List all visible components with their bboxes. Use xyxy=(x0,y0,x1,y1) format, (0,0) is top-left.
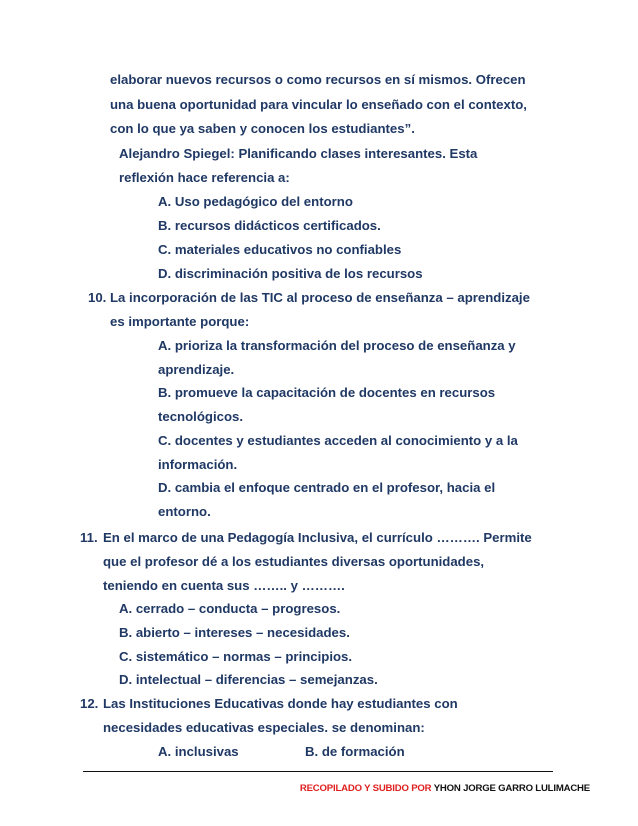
q12-number: 12. xyxy=(80,696,99,711)
q9-text-line-1: elaborar nuevos recursos o como recursos en sí mismos. Ofrecen xyxy=(110,72,526,87)
q10-option-b-line-2: tecnológicos. xyxy=(158,409,243,424)
q11-text-line-3: teniendo en cuenta sus …….. y ………. xyxy=(103,578,345,593)
q12-text-line-1: Las Instituciones Educativas donde hay estudiantes con xyxy=(103,696,458,711)
q12-option-a: A. inclusivas xyxy=(158,744,239,759)
q10-text-line-1: La incorporación de las TIC al proceso de enseñanza – aprendizaje xyxy=(110,290,530,305)
q10-text-line-2: es importante porque: xyxy=(110,314,250,329)
q11-text-line-2: que el profesor dé a los estudiantes diversas oportunidades, xyxy=(103,554,485,569)
q11-option-c: C. sistemático – normas – principios. xyxy=(119,649,353,664)
q11-number: 11. xyxy=(80,530,98,545)
q9-citation: Alejandro Spiegel: Planificando clases interesantes. Esta xyxy=(119,146,478,161)
q10-option-a-line-1: A. prioriza la transformación del proceso de enseñanza y xyxy=(158,338,516,353)
q11-text-line-1: En el marco de una Pedagogía Inclusiva, el currículo ………. Permite xyxy=(103,530,532,545)
q9-option-d: D. discriminación positiva de los recursos xyxy=(158,266,423,281)
q10-option-c-line-2: información. xyxy=(158,457,238,472)
q10-option-d-line-2: entorno. xyxy=(158,504,211,519)
q11-option-d: D. intelectual – diferencias – semejanzas. xyxy=(119,672,378,687)
q9-option-a: A. Uso pedagógico del entorno xyxy=(158,194,353,209)
footer-credit xyxy=(300,783,590,794)
q10-option-c-line-1: C. docentes y estudiantes acceden al conocimiento y a la xyxy=(158,433,518,448)
q9-text-line-2: una buena oportunidad para vincular lo enseñado con el contexto, xyxy=(110,97,527,112)
q12-option-b: B. de formación xyxy=(305,744,405,759)
q11-option-a: A. cerrado – conducta – progresos. xyxy=(119,601,341,616)
footer-credit-prefix: RECOPILADO Y SUBIDO POR xyxy=(299,783,434,794)
q12-text-line-2: necesidades educativas especiales. se denominan: xyxy=(103,720,425,735)
q9-option-c: C. materiales educativos no confiables xyxy=(158,242,402,257)
q9-text-line-3: con lo que ya saben y conocen los estudiantes”. xyxy=(110,121,415,136)
q10-number: 10. xyxy=(88,290,107,305)
footer-divider xyxy=(83,771,553,772)
q10-option-b-line-1: B. promueve la capacitación de docentes en recursos xyxy=(158,385,496,400)
q10-option-d-line-1: D. cambia el enfoque centrado en el profesor, hacia el xyxy=(158,480,496,495)
q9-option-b: B. recursos didácticos certificados. xyxy=(158,218,381,233)
q10-option-a-line-2: aprendizaje. xyxy=(158,362,235,377)
q11-option-b: B. abierto – intereses – necesidades. xyxy=(119,625,350,640)
footer-credit-author: YHON JORGE GARRO LULIMACHE xyxy=(433,783,590,794)
q9-stem: reflexión hace referencia a: xyxy=(119,170,290,185)
